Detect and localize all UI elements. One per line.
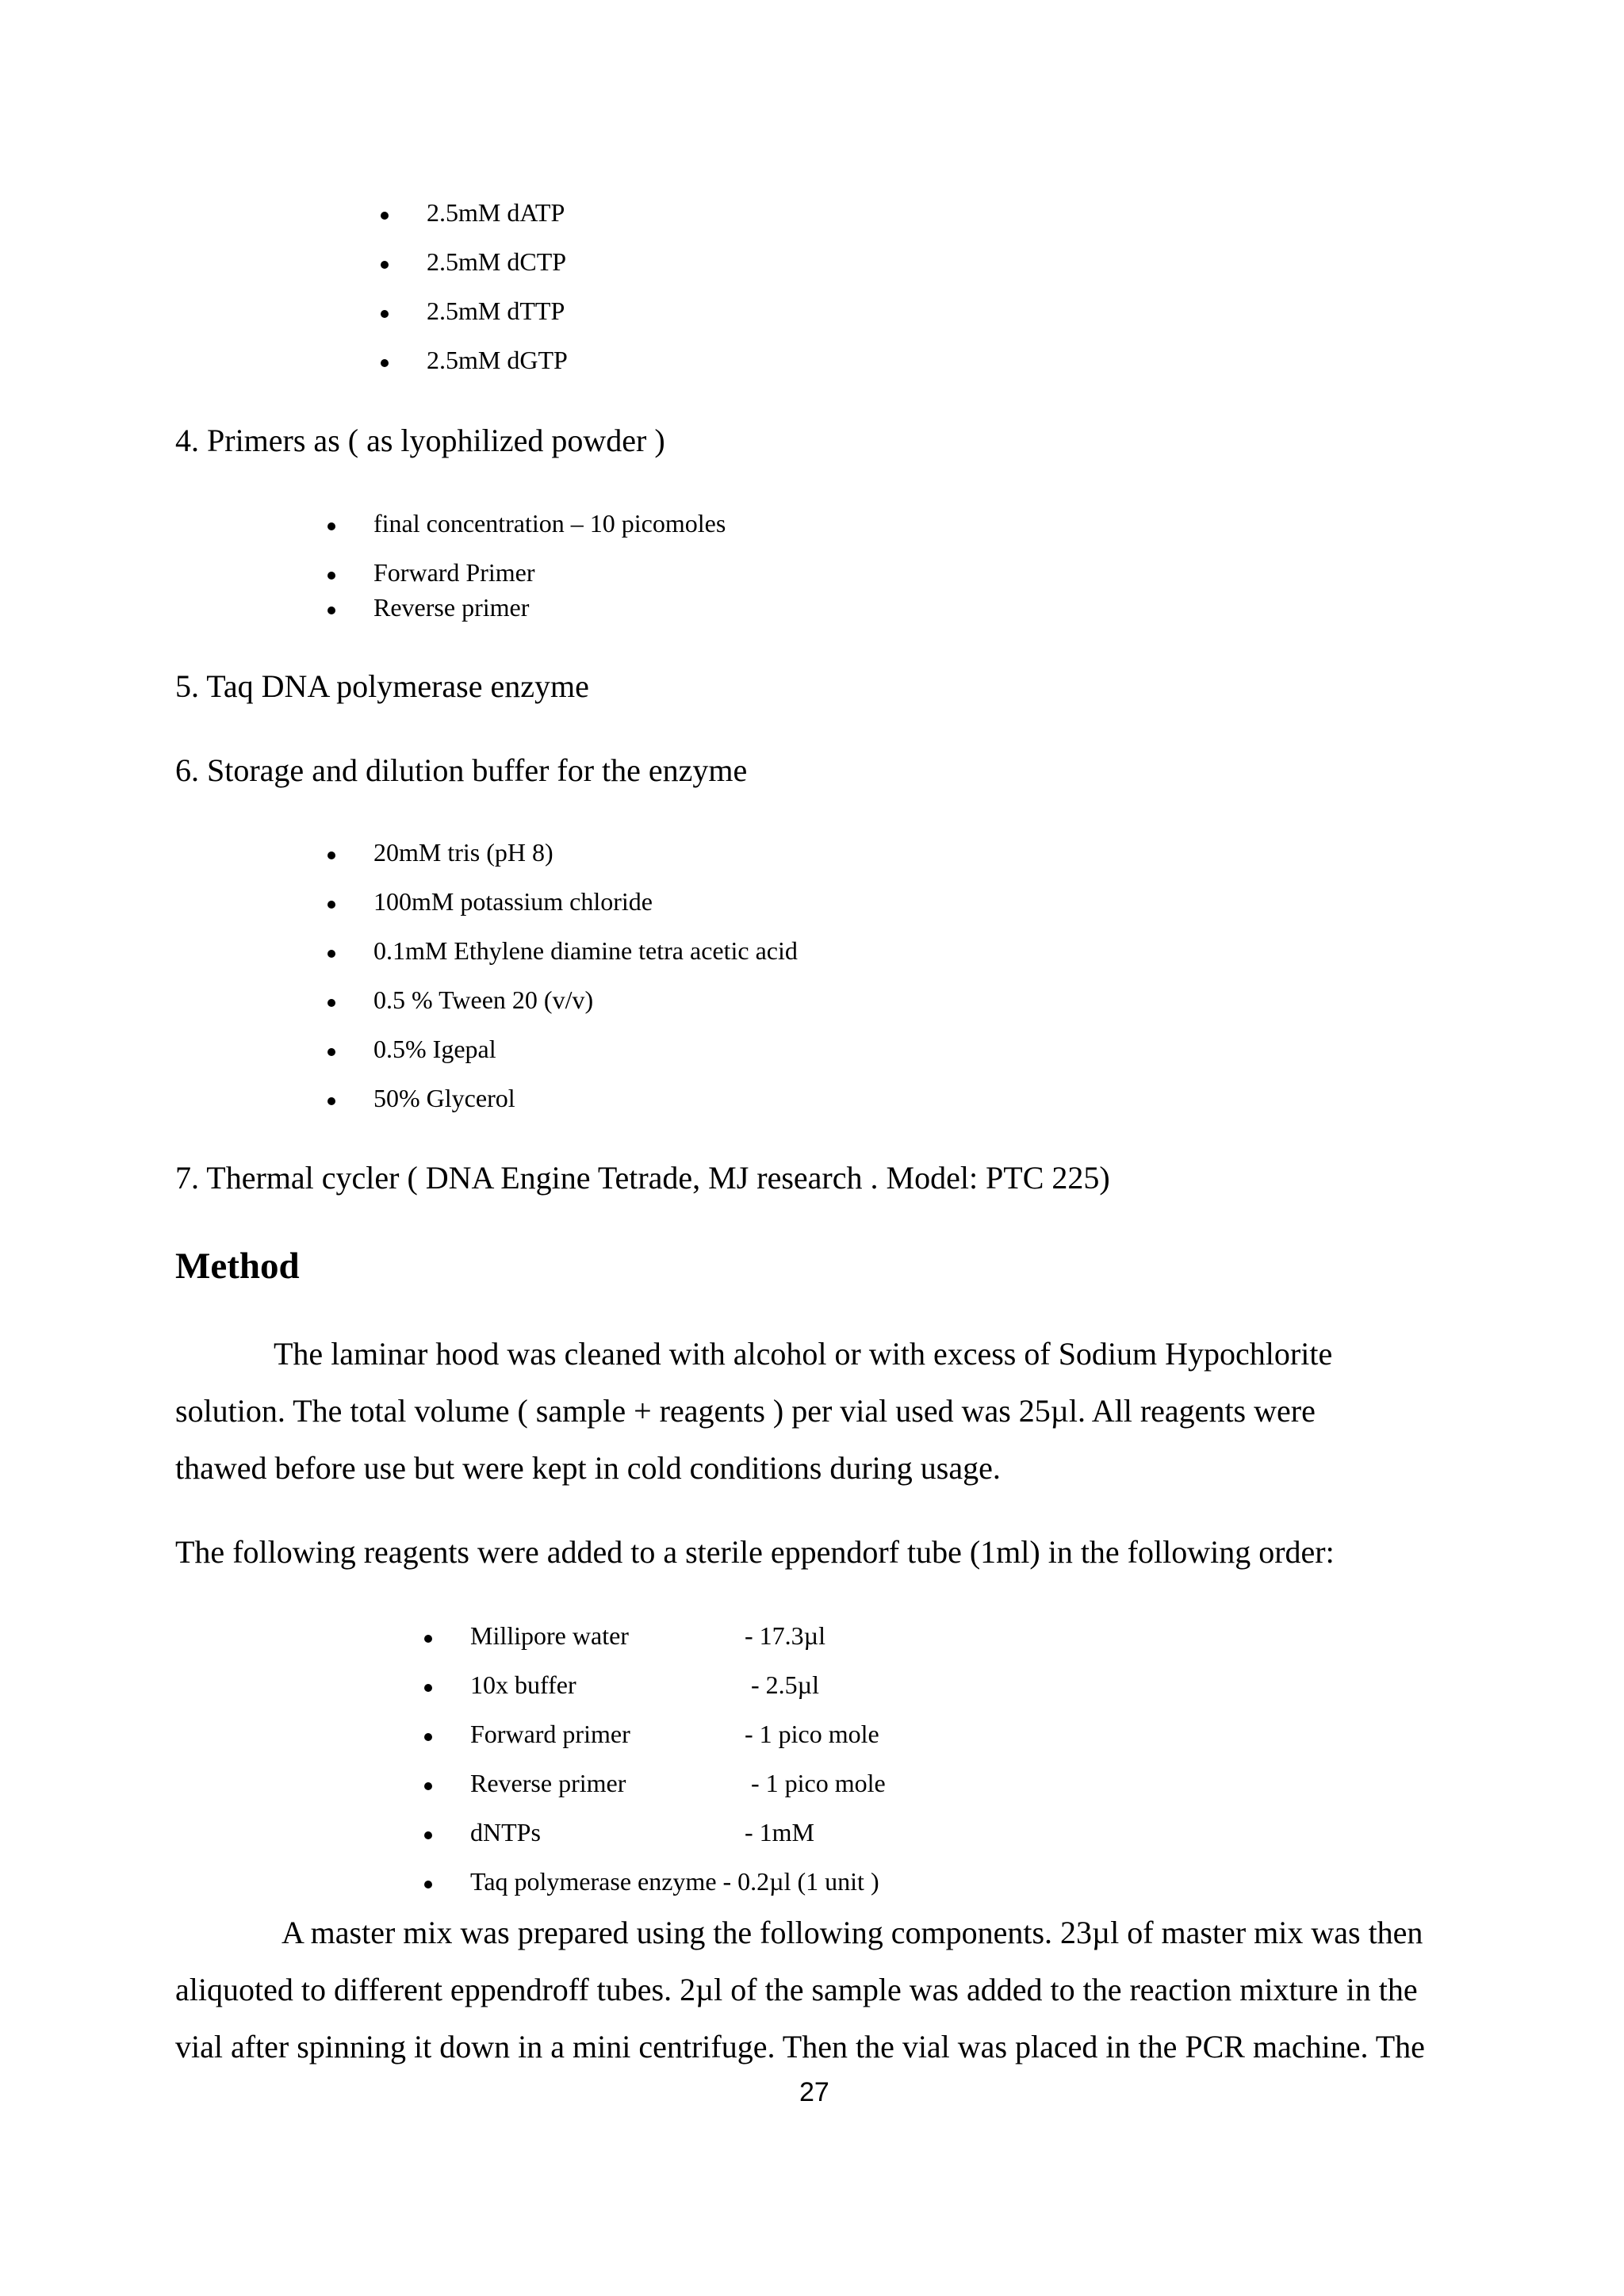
method-paragraph-1-line-1: The laminar hood was cleaned with alcohol or with excess of Sodium Hypochlorite xyxy=(274,1336,1333,1372)
method-paragraph-3-line-2: aliquoted to different eppendroff tubes. 2µl of the sample was added to the reaction mixture in the xyxy=(175,1972,1418,2007)
list-item: 2.5mM dCTP xyxy=(381,247,568,297)
method-paragraph-3-line-3: vial after spinning it down in a mini centrifuge. Then the vial was placed in the PCR machine. The xyxy=(175,2029,1425,2064)
dntp-list xyxy=(381,198,568,395)
buffer-list xyxy=(327,838,798,1133)
reagent-item: Reverse primer - 1 pico mole xyxy=(424,1769,886,1818)
list-item: 100mM potassium chloride xyxy=(327,887,798,936)
list-item: 0.5% Igepal xyxy=(327,1035,798,1084)
list-item: Reverse primer xyxy=(327,593,726,628)
reagent-list xyxy=(424,1621,886,1916)
method-paragraph-3-line-1: A master mix was prepared using the following components. 23µl of master mix was then xyxy=(282,1915,1423,1950)
item-7-heading: 7. Thermal cycler ( DNA Engine Tetrade, MJ research . Model: PTC 225) xyxy=(175,1160,1110,1196)
list-item: 0.1mM Ethylene diamine tetra acetic acid xyxy=(327,936,798,985)
reagent-item: Forward primer - 1 pico mole xyxy=(424,1720,886,1769)
list-item: Forward Primer xyxy=(327,558,726,593)
list-item: 20mM tris (pH 8) xyxy=(327,838,798,887)
item-5-heading: 5. Taq DNA polymerase enzyme xyxy=(175,668,589,704)
list-item: 0.5 % Tween 20 (v/v) xyxy=(327,985,798,1035)
item-6-heading: 6. Storage and dilution buffer for the enzyme xyxy=(175,752,748,788)
reagent-item: dNTPs - 1mM xyxy=(424,1818,886,1867)
list-item: final concentration – 10 picomoles xyxy=(327,509,726,558)
method-paragraph-2: The following reagents were added to a sterile eppendorf tube (1ml) in the following order: xyxy=(175,1534,1335,1570)
list-item: 2.5mM dATP xyxy=(381,198,568,247)
list-item: 50% Glycerol xyxy=(327,1084,798,1133)
reagent-item: 10x buffer - 2.5µl xyxy=(424,1670,886,1720)
list-item: 2.5mM dTTP xyxy=(381,297,568,346)
list-item: 2.5mM dGTP xyxy=(381,346,568,395)
reagent-item: Millipore water - 17.3µl xyxy=(424,1621,886,1670)
primer-list xyxy=(327,509,726,628)
page-number: 27 xyxy=(799,2077,829,2107)
method-paragraph-1-line-3: thawed before use but were kept in cold conditions during usage. xyxy=(175,1450,1001,1486)
reagent-item: Taq polymerase enzyme - 0.2µl (1 unit ) xyxy=(424,1867,886,1916)
method-title: Method xyxy=(175,1246,300,1287)
method-paragraph-1-line-2: solution. The total volume ( sample + reagents ) per vial used was 25µl. All reagents were xyxy=(175,1393,1316,1429)
item-4-heading: 4. Primers as ( as lyophilized powder ) xyxy=(175,423,665,458)
